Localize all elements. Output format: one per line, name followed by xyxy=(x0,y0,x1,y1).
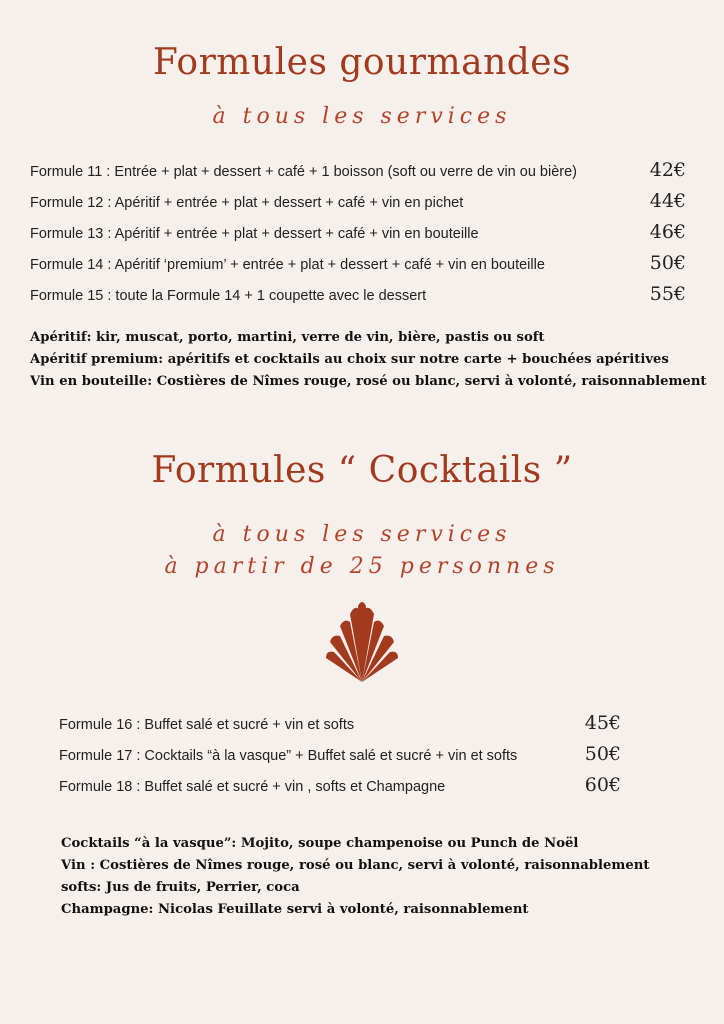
note-line: Champagne: Nicolas Feuillate servi à volonté, raisonnablement xyxy=(61,902,529,917)
formula-price: 50€ xyxy=(584,743,621,765)
formula-price: 50€ xyxy=(649,252,686,274)
formula-price: 44€ xyxy=(649,190,686,212)
section1-subtitle: à tous les services xyxy=(212,104,512,129)
shell-fan-icon xyxy=(322,596,402,686)
formula-price: 55€ xyxy=(649,283,686,305)
formula-row-13 xyxy=(30,221,686,243)
formula-row-14 xyxy=(30,252,686,274)
note-line: Apéritif: kir, muscat, porto, martini, verre de vin, bière, pastis ou soft xyxy=(30,330,545,345)
formula-label: Formule 15 : toute la Formule 14 + 1 coupette avec le dessert xyxy=(30,288,427,304)
formula-label: Formule 14 : Apéritif ‘premium’ + entrée + plat + dessert + café + vin en bouteille xyxy=(30,257,545,273)
formula-label: Formule 12 : Apéritif + entrée + plat + dessert + café + vin en pichet xyxy=(30,195,464,211)
formula-label: Formule 17 : Cocktails “à la vasque” + Buffet salé et sucré + vin et softs xyxy=(59,748,518,764)
note-line: softs: Jus de fruits, Perrier, coca xyxy=(61,880,300,895)
note-line: Cocktails “à la vasque”: Mojito, soupe champenoise ou Punch de Noël xyxy=(61,836,579,851)
section1-title: Formules gourmandes xyxy=(152,42,572,83)
formula-row-18 xyxy=(59,774,621,796)
formula-row-16 xyxy=(59,712,621,734)
formula-price: 46€ xyxy=(649,221,686,243)
formula-row-15 xyxy=(30,283,686,305)
note-line: Apéritif premium: apéritifs et cocktails au choix sur notre carte + bouchées apéritives xyxy=(30,352,669,367)
formula-label: Formule 11 : Entrée + plat + dessert + café + 1 boisson (soft ou verre de vin ou bière) xyxy=(30,164,577,180)
formula-row-12 xyxy=(30,190,686,212)
formula-price: 42€ xyxy=(649,159,686,181)
section2-notes xyxy=(61,833,681,921)
section1-notes xyxy=(30,327,707,393)
formula-label: Formule 16 : Buffet salé et sucré + vin et softs xyxy=(59,717,355,733)
formula-price: 45€ xyxy=(584,712,621,734)
note-line: Vin en bouteille: Costières de Nîmes rouge, rosé ou blanc, servi à volonté, raisonnablement xyxy=(30,374,707,389)
section2-subtitle-1: à tous les services xyxy=(212,522,512,547)
note-line: Vin : Costières de Nîmes rouge, rosé ou blanc, servi à volonté, raisonnablement xyxy=(61,858,650,873)
formula-row-17 xyxy=(59,743,621,765)
formula-price: 60€ xyxy=(584,774,621,796)
section2-subtitle-2: à partir de 25 personnes xyxy=(164,554,560,579)
formula-label: Formule 13 : Apéritif + entrée + plat + dessert + café + vin en bouteille xyxy=(30,226,479,242)
formula-row-11 xyxy=(30,159,686,181)
section2-title: Formules “ Cocktails ” xyxy=(151,450,573,491)
formula-label: Formule 18 : Buffet salé et sucré + vin , softs et Champagne xyxy=(59,779,446,795)
